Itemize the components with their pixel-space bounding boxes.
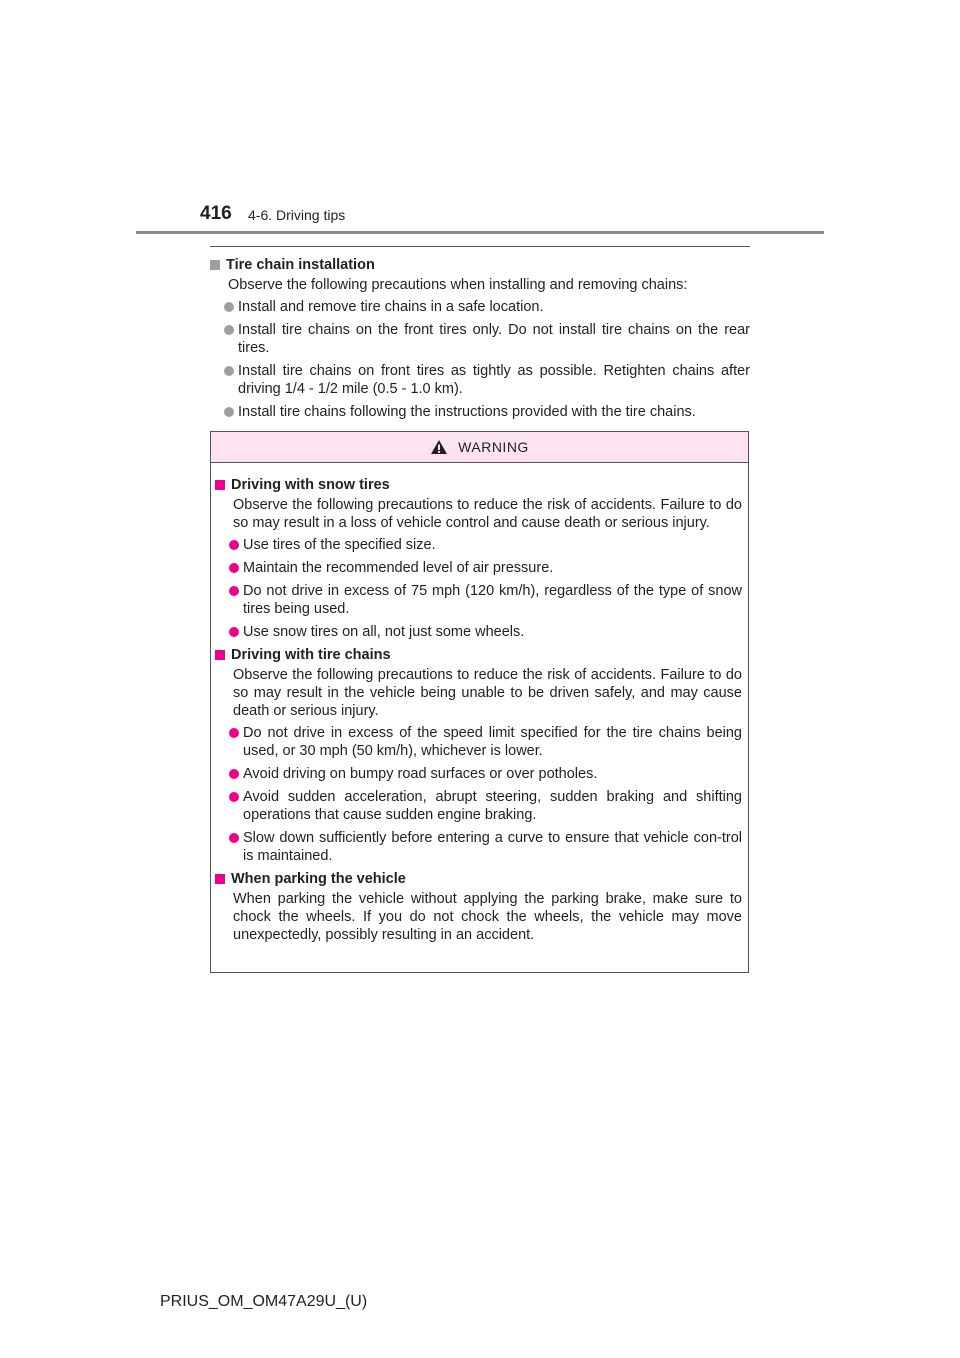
page-header (0, 0, 960, 240)
intro-title: Tire chain installation (226, 257, 375, 273)
warning-triangle-icon (430, 439, 448, 455)
list-item: Do not drive in excess of 75 mph (120 km/h), regardless of the type of snow tires being used. (215, 582, 742, 618)
warning-body (211, 463, 748, 944)
list-item: Maintain the recommended level of air pressure. (215, 559, 742, 577)
square-bullet-icon (210, 260, 220, 270)
circle-bullet-icon (229, 792, 239, 802)
circle-bullet-icon (229, 769, 239, 779)
warning-section-text: When parking the vehicle without applying the parking brake, make sure to chock the wheels. If you do not chock the wheels, the vehicle may move unexpectedly, possibly resulting in an accident. (233, 891, 742, 943)
list-item: Use tires of the specified size. (215, 536, 742, 554)
circle-bullet-icon (229, 586, 239, 596)
warning-section-text: Observe the following precautions to reduce the risk of accidents. Failure to do so may result in a loss of vehicle control and cause death or serious injury. (233, 497, 742, 531)
warning-label: WARNING (458, 439, 529, 455)
warning-box (210, 431, 749, 973)
circle-bullet-icon (229, 627, 239, 637)
list-item: Avoid sudden acceleration, abrupt steering, sudden braking and shifting operations that cause sudden engine braking. (215, 788, 742, 824)
content-divider (210, 246, 750, 247)
document-id: PRIUS_OM_OM47A29U_(U) (160, 1293, 368, 1310)
circle-bullet-icon (224, 302, 234, 312)
circle-bullet-icon (224, 407, 234, 417)
intro-section (210, 256, 750, 426)
page-number: 416 (200, 203, 232, 224)
square-bullet-icon (215, 480, 225, 490)
circle-bullet-icon (229, 563, 239, 573)
header-divider (136, 231, 824, 234)
list-item: Use snow tires on all, not just some wheels. (215, 623, 742, 641)
intro-heading (210, 256, 750, 274)
circle-bullet-icon (224, 325, 234, 335)
circle-bullet-icon (229, 728, 239, 738)
warning-section-heading: When parking the vehicle (215, 870, 742, 888)
warning-section-heading: Driving with snow tires (215, 476, 742, 494)
list-item: Avoid driving on bumpy road surfaces or over potholes. (215, 765, 742, 783)
square-bullet-icon (215, 874, 225, 884)
list-item: Install and remove tire chains in a safe location. (210, 298, 750, 316)
circle-bullet-icon (224, 366, 234, 376)
intro-text: Observe the following precautions when installing and removing chains: (228, 277, 688, 293)
list-item: Install tire chains on front tires as tightly as possible. Retighten chains after driving 1/4 - 1/2 mile (0.5 - 1.0 km). (210, 362, 750, 398)
warning-section-text: Observe the following precautions to reduce the risk of accidents. Failure to do so may result in the vehicle being unable to be driven safely, and may cause death or serious injury. (233, 667, 742, 719)
circle-bullet-icon (229, 833, 239, 843)
list-item: Do not drive in excess of the speed limit specified for the tire chains being used, or 30 mph (50 km/h), whichever is lower. (215, 724, 742, 760)
warning-header (211, 432, 748, 463)
list-item: Install tire chains following the instructions provided with the tire chains. (210, 403, 750, 421)
section-title: 4-6. Driving tips (248, 207, 346, 223)
circle-bullet-icon (229, 540, 239, 550)
list-item: Slow down sufficiently before entering a curve to ensure that vehicle con-trol is maintained. (215, 829, 742, 865)
square-bullet-icon (215, 650, 225, 660)
list-item: Install tire chains on the front tires only. Do not install tire chains on the rear tires. (210, 321, 750, 357)
warning-section-heading: Driving with tire chains (215, 646, 742, 664)
